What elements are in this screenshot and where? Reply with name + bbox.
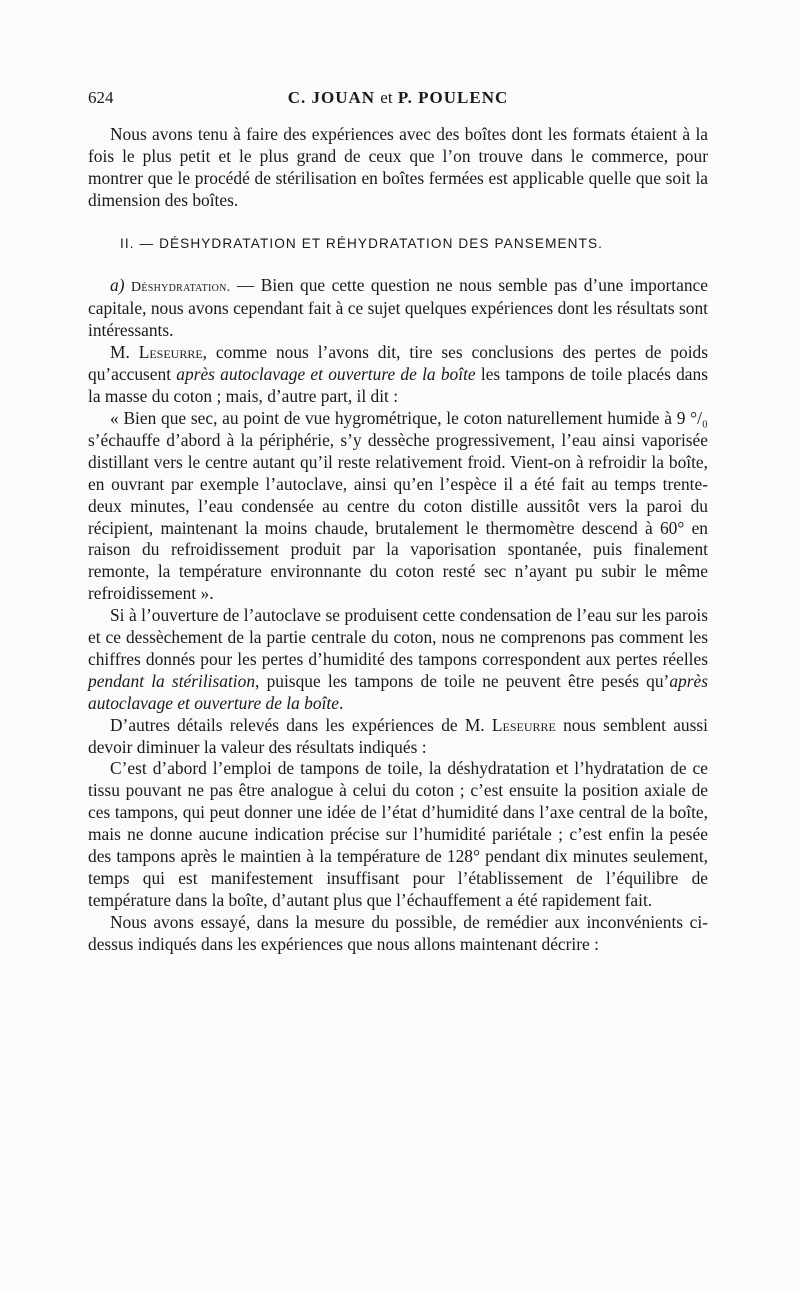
- paragraph-6: D’autres détails relevés dans les expériences de M. Leseurre nous semblent aussi devoir diminuer la valeur des résultats indiqués :: [88, 714, 708, 757]
- author-name: Leseurre: [138, 342, 203, 363]
- section-heading: II. — DÉSHYDRATATION ET RÉHYDRATATION DES PANSEMENTS.: [120, 235, 604, 251]
- page-number: 624: [88, 88, 114, 107]
- body-text: [88, 124, 708, 956]
- author-name: Leseurre: [491, 714, 556, 735]
- italic-phrase: après autoclavage et ouverture de la boîte: [176, 364, 476, 385]
- paragraph-7: C’est d’abord l’emploi de tampons de toile, la déshydratation et l’hydratation de ce tissu pouvant ne pas être analogue à celui du coton ; c’est ensuite la position axiale de ces tampons, qui peut donner une idée de l’état d’humidité dans l’axe central de la boîte, mais ne donne aucune indication précise sur l’humidité pariétale ; c’est enfin la pesée des tampons après le maintien à la température de 128° pendant dix minutes seulement, temps qui est manifestement insuffisant pour l’établissement de l’équilibre de température dans la boîte, d’autant plus que l’échauffement a été rapidement fait.: [88, 758, 708, 910]
- running-header: [88, 88, 708, 116]
- conjunction: et: [380, 88, 393, 107]
- author-1: C. JOUAN: [287, 88, 376, 107]
- paragraph-8: Nous avons essayé, dans la mesure du possible, de remédier aux inconvénients ci-dessus indiqués dans les expériences que nous allons maintenant décrire :: [88, 911, 708, 954]
- paragraph-1: Nous avons tenu à faire des expériences avec des boîtes dont les formats étaient à la fois le plus petit et le plus grand de ceux que l’on trouve dans le commerce, pour montrer que le procédé de stérilisation en boîtes fermées est applicable quelle que soit la dimension des boîtes.: [88, 124, 708, 210]
- author-2: P. POULENC: [397, 88, 509, 107]
- italic-phrase: après autoclavage et ouverture de la boîte: [88, 670, 708, 713]
- subsection-title: Déshydratation.: [130, 279, 231, 295]
- paragraph-2-text: — Bien que cette question ne nous semble pas d’une importance capitale, nous avons cependant fait à ce sujet quelques expériences dont les résultats sont intéressants.: [88, 274, 708, 341]
- paragraph-3: M. Leseurre, comme nous l’avons dit, tire ses conclusions des pertes de poids qu’accusent après autoclavage et ouverture de la boîte les tampons de toile placés dans la masse du coton ; mais, d’autre part, il dit :: [88, 342, 708, 407]
- sub-label: a): [110, 274, 131, 295]
- paragraph-2: [88, 275, 708, 343]
- italic-phrase: pendant la stérilisation: [88, 670, 256, 691]
- paragraph-4-quote: « Bien que sec, au point de vue hygrométrique, le coton naturellement humide à 9 °/₀ s’échauffe d’abord à la périphérie, s’y dessèche progressivement, l’eau ainsi vaporisée distillant vers le centre autant qu’il reste relativement froid. Vient-on à refroidir la boîte, en ouvrant par exemple l’autoclave, ainsi qu’en l’espèce il a été fait au temps trente-deux minutes, l’eau condensée au centre du coton distille aussitôt vers la paroi du récipient, maintenant la moins chaude, brutalement le thermomètre descend à 60° en raison du refroidissement produit par la vaporisation spontanée, puis finalement remonte, la température environnante du coton resté sec n’ayant pu subir le même refroidissement ».: [88, 407, 708, 604]
- paragraph-5: Si à l’ouverture de l’autoclave se produisent cette condensation de l’eau sur les parois et ce dessèchement de la partie centrale du coton, nous ne comprenons pas comment les chiffres donnés pour les pertes d’humidité des tampons correspondent aux pertes réelles pendant la stérilisation, puisque les tampons de toile ne peuvent être pesés qu’après autoclavage et ouverture de la boîte.: [88, 605, 708, 713]
- running-title: [88, 88, 708, 108]
